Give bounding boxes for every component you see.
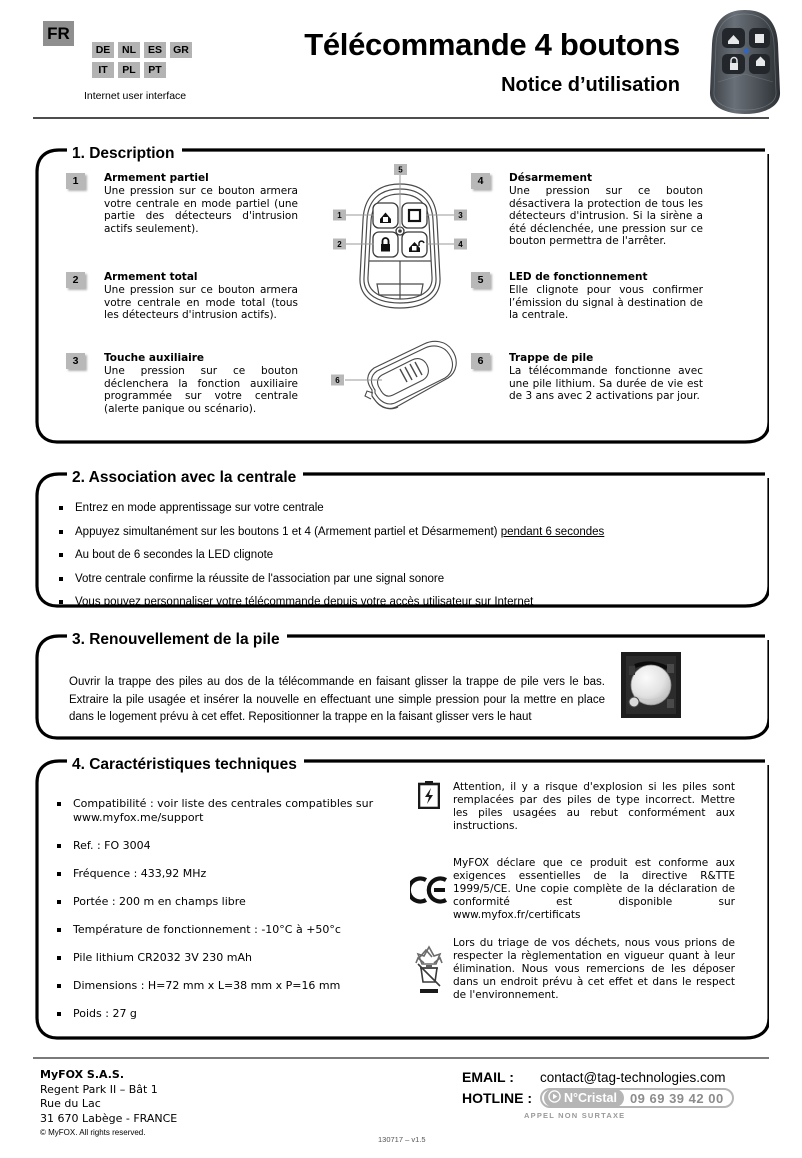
spec-list	[53, 797, 383, 1035]
language-row-2	[92, 62, 202, 78]
internet-interface-label: Internet user interface	[84, 90, 187, 102]
page-header	[0, 0, 802, 118]
description-item-2	[66, 271, 298, 322]
document-version: 130717 – v1.5	[378, 1135, 426, 1144]
remote-control-photo-icon	[706, 8, 784, 116]
section-title: 4. Caractéristiques techniques	[67, 756, 304, 774]
list-item: Température de fonctionnement : -10°C à +50°c	[53, 923, 383, 937]
battery-warning-icon	[405, 781, 453, 833]
svg-text:1: 1	[337, 211, 342, 220]
language-badge-it[interactable]: IT	[92, 62, 114, 78]
copyright-text: © MyFOX. All rights reserved.	[40, 1128, 146, 1137]
list-item: Pile lithium CR2032 3V 230 mAh	[53, 951, 383, 965]
svg-text:3: 3	[458, 211, 463, 220]
email-label: EMAIL :	[462, 1069, 514, 1085]
list-item	[55, 525, 745, 539]
address-line-3: 31 670 Labège - FRANCE	[40, 1111, 178, 1125]
svg-text:4: 4	[458, 240, 463, 249]
list-item	[55, 595, 745, 609]
cristal-brand-label: N°Cristal	[564, 1091, 617, 1105]
hotline-note: APPEL NON SURTAXE	[524, 1111, 626, 1120]
company-name: MyFOX S.A.S.	[40, 1068, 124, 1081]
play-circle-icon	[548, 1090, 561, 1106]
item-title: Armement partiel	[104, 172, 209, 184]
contact-block	[462, 1069, 734, 1120]
email-value[interactable]: contact@tag-technologies.com	[540, 1069, 726, 1085]
step-text: Votre centrale confirme la réussite de l'association par une signal sonore	[75, 572, 445, 585]
remote-back-diagram	[320, 338, 480, 430]
item-text: Une pression sur ce bouton déclenchera la fonction auxiliaire programmée sur votre centrale (alerte panique ou scénario).	[104, 365, 298, 415]
language-badge-nl[interactable]: NL	[118, 42, 140, 58]
section-technical-specs	[33, 757, 769, 1042]
list-item	[55, 572, 745, 586]
list-item: Compatibilité : voir liste des centrales compatibles sur www.myfox.me/support	[53, 797, 383, 825]
section-title: 1. Description	[67, 145, 182, 163]
section-title: 3. Renouvellement de la pile	[67, 631, 287, 649]
notice-battery-warning	[405, 781, 735, 833]
association-steps	[55, 501, 745, 619]
description-item-3	[66, 352, 298, 415]
item-text: Une pression sur ce bouton armera votre centrale en mode total (tous les détecteurs d'intrusion actifs).	[104, 284, 298, 322]
language-badge-gr[interactable]: GR	[170, 42, 192, 58]
remote-front-diagram	[320, 162, 480, 322]
language-badge-list	[92, 42, 202, 82]
address-line-1: Regent Park II – Bât 1	[40, 1082, 158, 1096]
callout-number: 5	[471, 272, 490, 288]
item-text: Elle clignote pour vous confirmer l’émission du signal à destination de la centrale.	[509, 284, 703, 322]
hotline-number: 09 69 39 42 00	[629, 1090, 724, 1106]
list-item	[55, 501, 745, 515]
notice-text: Lors du triage de vos déchets, nous vous prions de respecter la règlementation en vigueur quant à leur élimination. Nous vous remercions de les déposer dans un endroit prévu à cet effet et dans le respect de l'environnement.	[453, 937, 735, 1001]
item-title: Trappe de pile	[509, 352, 594, 364]
step-text: Vous pouvez personnaliser votre télécommande depuis votre accès utilisateur sur Internet	[75, 596, 534, 608]
svg-text:5: 5	[398, 165, 403, 175]
language-badge-pl[interactable]: PL	[118, 62, 140, 78]
language-badge-de[interactable]: DE	[92, 42, 114, 58]
svg-text:6: 6	[335, 376, 340, 385]
hotline-label: HOTLINE :	[462, 1090, 532, 1106]
callout-number: 4	[471, 173, 490, 189]
list-item: Poids : 27 g	[53, 1007, 383, 1021]
section-description	[33, 146, 769, 446]
battery-instructions-text: Ouvrir la trappe des piles au dos de la télécommande en faisant glisser la trappe de pile vers le bas. Extraire la pile usagée et insérer la nouvelle en effectuant une simple pression pour la mettre en place dans le logement prévu à cet effet. Repositionner la trappe en la faisant glisser vers le haut	[69, 676, 605, 723]
notice-text: Attention, il y a risque d'explosion si les piles sont remplacées par des piles de type incorrect. Mettre les piles usagées au rebut conformément aux instructions.	[453, 781, 735, 832]
description-item-6	[471, 352, 703, 403]
svg-text:2: 2	[337, 240, 342, 249]
address-line-2: Rue du Lac	[40, 1097, 101, 1110]
email-row	[462, 1069, 734, 1085]
page-title: Télécommande 4 boutons	[304, 27, 680, 62]
description-item-1	[66, 172, 298, 235]
callout-number: 3	[66, 353, 85, 369]
step-text: Au bout de 6 secondes la LED clignote	[75, 549, 274, 561]
list-item: Dimensions : H=72 mm x L=38 mm x P=16 mm	[53, 979, 383, 993]
callout-number: 1	[66, 173, 85, 189]
footer-divider	[33, 1057, 769, 1059]
ce-mark-icon	[405, 857, 453, 922]
language-badge-current[interactable]: FR	[43, 21, 74, 46]
step-text: Entrez en mode apprentissage sur votre centrale	[75, 502, 324, 514]
list-item	[55, 548, 745, 562]
weee-recycle-icon	[405, 937, 453, 1002]
header-divider	[33, 117, 769, 119]
item-title: LED de fonctionnement	[509, 271, 648, 283]
list-item: Fréquence : 433,92 MHz	[53, 867, 383, 881]
item-title: Désarmement	[509, 172, 592, 184]
description-item-5	[471, 271, 703, 322]
battery-compartment-photo-icon	[621, 652, 681, 718]
step-text: Appuyez simultanément sur les boutons 1 et 4 (Armement partiel et Désarmement)	[75, 525, 501, 538]
item-text: Une pression sur ce bouton armera votre centrale en mode partiel (une partie des détecteurs d'intrusion actifs seulement).	[104, 185, 298, 235]
notice-text: MyFOX déclare que ce produit est conforme aux exigences essentielles de la directive R&TTE 1999/5/CE. Une copie complète de la déclaration de conformité est disponible sur www.myfox.fr/certificats	[453, 857, 735, 921]
page-subtitle: Notice d’utilisation	[501, 74, 680, 96]
list-item: Ref. : FO 3004	[53, 839, 383, 853]
language-badge-pt[interactable]: PT	[144, 62, 166, 78]
company-address	[40, 1068, 177, 1126]
section-battery-replacement	[33, 632, 769, 742]
hotline-row	[462, 1088, 734, 1108]
notice-ce-declaration	[405, 857, 735, 922]
item-text: Une pression sur ce bouton désactivera la protection de tous les détecteurs d'intrusion. Si la sirène a été déclenchée, une pression sur ce bouton permettra de l'arrêter.	[509, 185, 703, 248]
list-item: Portée : 200 m en champs libre	[53, 895, 383, 909]
step-emphasis: pendant 6 secondes	[500, 525, 605, 538]
section-association	[33, 470, 769, 610]
callout-number: 6	[471, 353, 490, 369]
section-title: 2. Association avec la centrale	[67, 469, 303, 487]
description-item-4	[471, 172, 703, 248]
callout-number: 2	[66, 272, 85, 288]
notice-waste-disposal	[405, 937, 735, 1002]
item-text: La télécommande fonctionne avec une pile lithium. Sa durée de vie est de 3 ans avec 2 activations par jour.	[509, 365, 703, 403]
hotline-pill[interactable]	[540, 1088, 734, 1108]
item-title: Armement total	[104, 271, 198, 283]
item-title: Touche auxiliaire	[104, 352, 205, 364]
cristal-brand-badge	[544, 1089, 624, 1107]
language-badge-es[interactable]: ES	[144, 42, 166, 58]
language-row-1	[92, 42, 202, 58]
